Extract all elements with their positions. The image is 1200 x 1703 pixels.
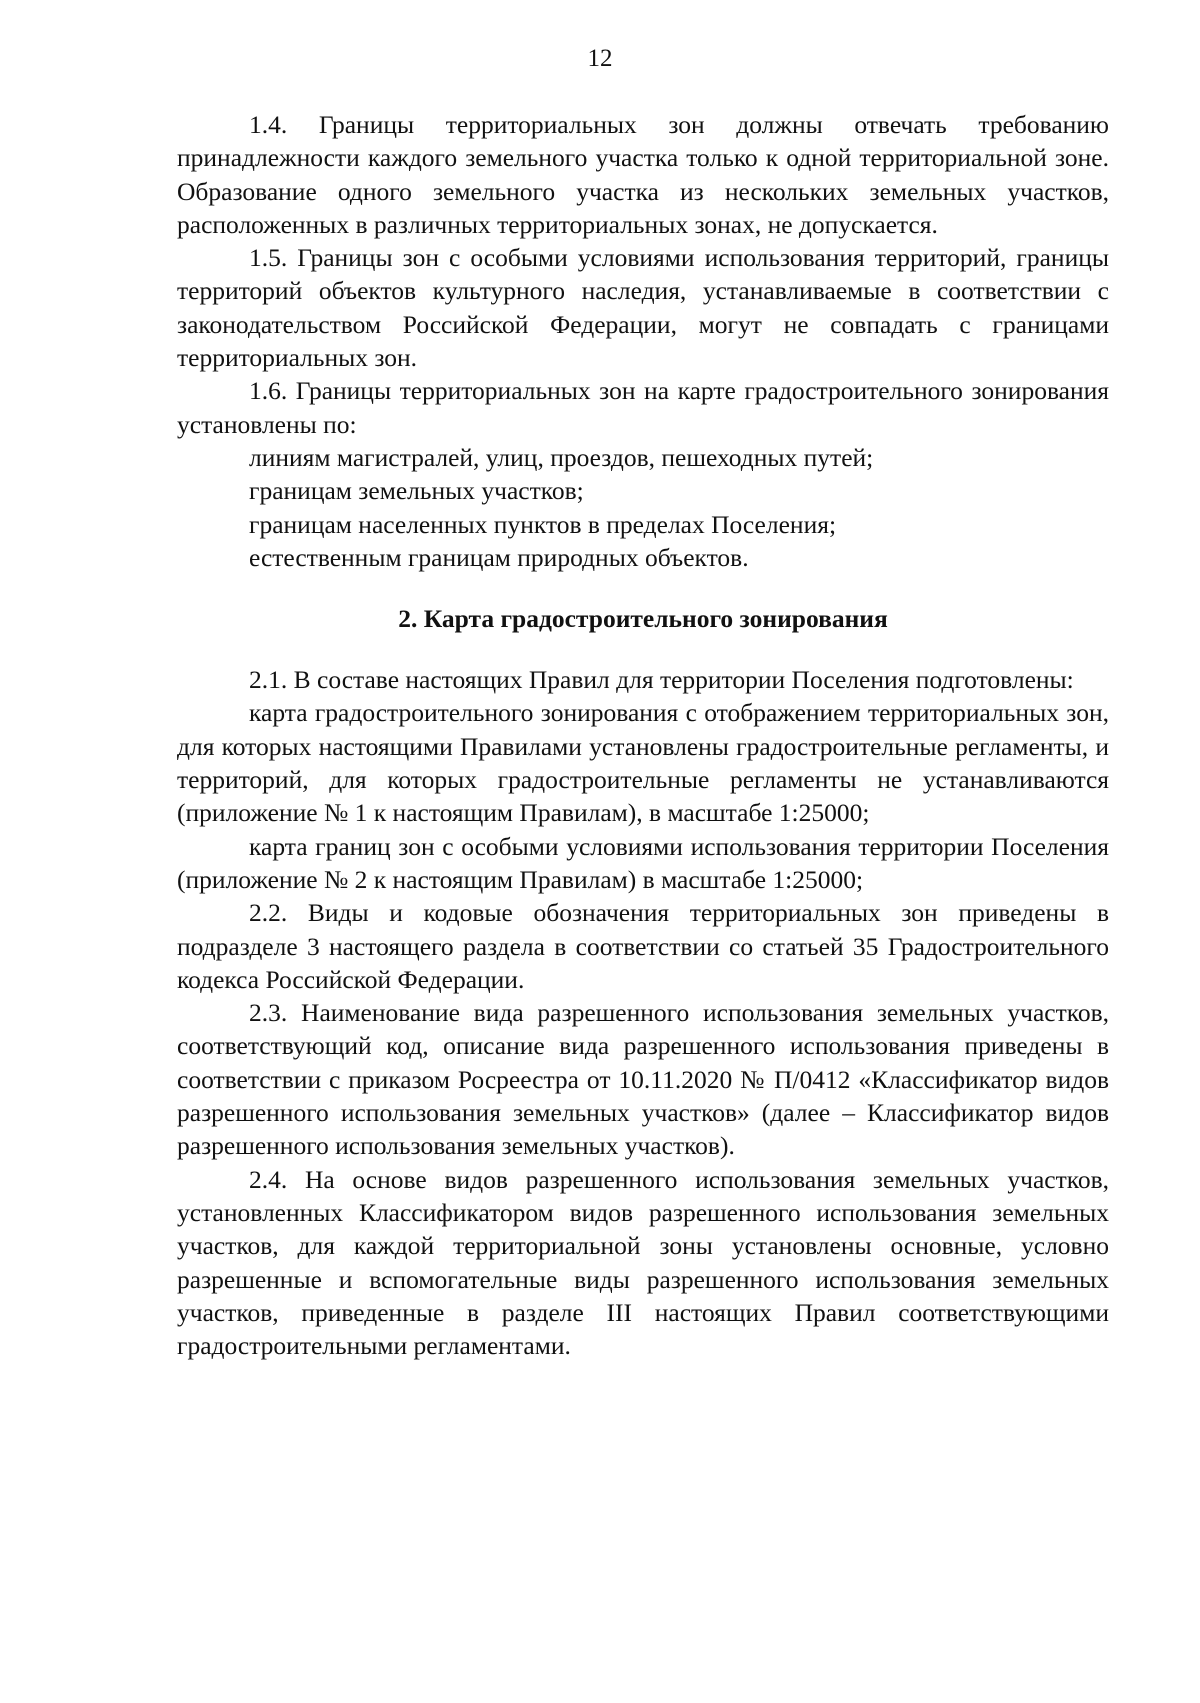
- paragraph-1-6: 1.6. Границы территориальных зон на карте градостроительного зонирования установлены по:: [177, 376, 1109, 439]
- paragraph-2-1-map-special-zones: карта границ зон с особыми условиями использования территории Поселения (приложение № 2 к настоящим Правилам) в масштабе 1:25000;: [177, 831, 1109, 894]
- section-heading: 2. Карта градостроительного зонирования: [398, 604, 888, 634]
- list-item: границам населенных пунктов в пределах Поселения;: [249, 509, 837, 539]
- list-item: границам земельных участков;: [249, 476, 584, 506]
- paragraph-1-5: 1.5. Границы зон с особыми условиями использования территорий, границы территорий объектов культурного наследия, устанавливаемые в соответствии с законодательством Российской Федерации, могут не совпадать с границами территориальных зон.: [177, 243, 1109, 373]
- paragraph-2-1: 2.1. В составе настоящих Правил для территории Поселения подготовлены:: [249, 665, 1074, 695]
- paragraph-1-4: 1.4. Границы территориальных зон должны отвечать требованию принадлежности каждого земельного участка только к одной территориальной зоне. Образование одного земельного участка из нескольких земельных участков, расположенных в различных территориальных зонах, не допускается.: [177, 110, 1109, 239]
- list-item: естественным границам природных объектов.: [249, 542, 749, 572]
- list-item: линиям магистралей, улиц, проездов, пешеходных путей;: [249, 442, 874, 472]
- page-number: 12: [587, 45, 613, 72]
- paragraph-2-4: 2.4. На основе видов разрешенного использования земельных участков, установленных Классификатором видов разрешенного использования земельных участков, для каждой территориальной зоны установлены основные, условно разрешенные и вспомогательные виды разрешенного использования земельных участков, приведенные в разделе III настоящих Правил соответствующими градостроительными регламентами.: [177, 1164, 1109, 1361]
- paragraph-2-2: 2.2. Виды и кодовые обозначения территориальных зон приведены в подразделе 3 настоящего раздела в соответствии со статьей 35 Градостроительного кодекса Российской Федерации.: [177, 898, 1109, 994]
- paragraph-2-3: 2.3. Наименование вида разрешенного использования земельных участков, соответствующий код, описание вида разрешенного использования приведены в соответствии с приказом Росреестра от 10.11.2020 № П/0412 «Классификатор видов разрешенного использования земельных участков» (далее – Классификатор видов разрешенного использования земельных участков).: [177, 998, 1109, 1161]
- paragraph-2-1-map-zoning: карта градостроительного зонирования с отображением территориальных зон, для которых настоящими Правилами установлены градостроительные регламенты, и территорий, для которых градостроительные регламенты не устанавливаются (приложение № 1 к настоящим Правилам), в масштабе 1:25000;: [177, 698, 1109, 828]
- document-body: [177, 108, 1109, 1362]
